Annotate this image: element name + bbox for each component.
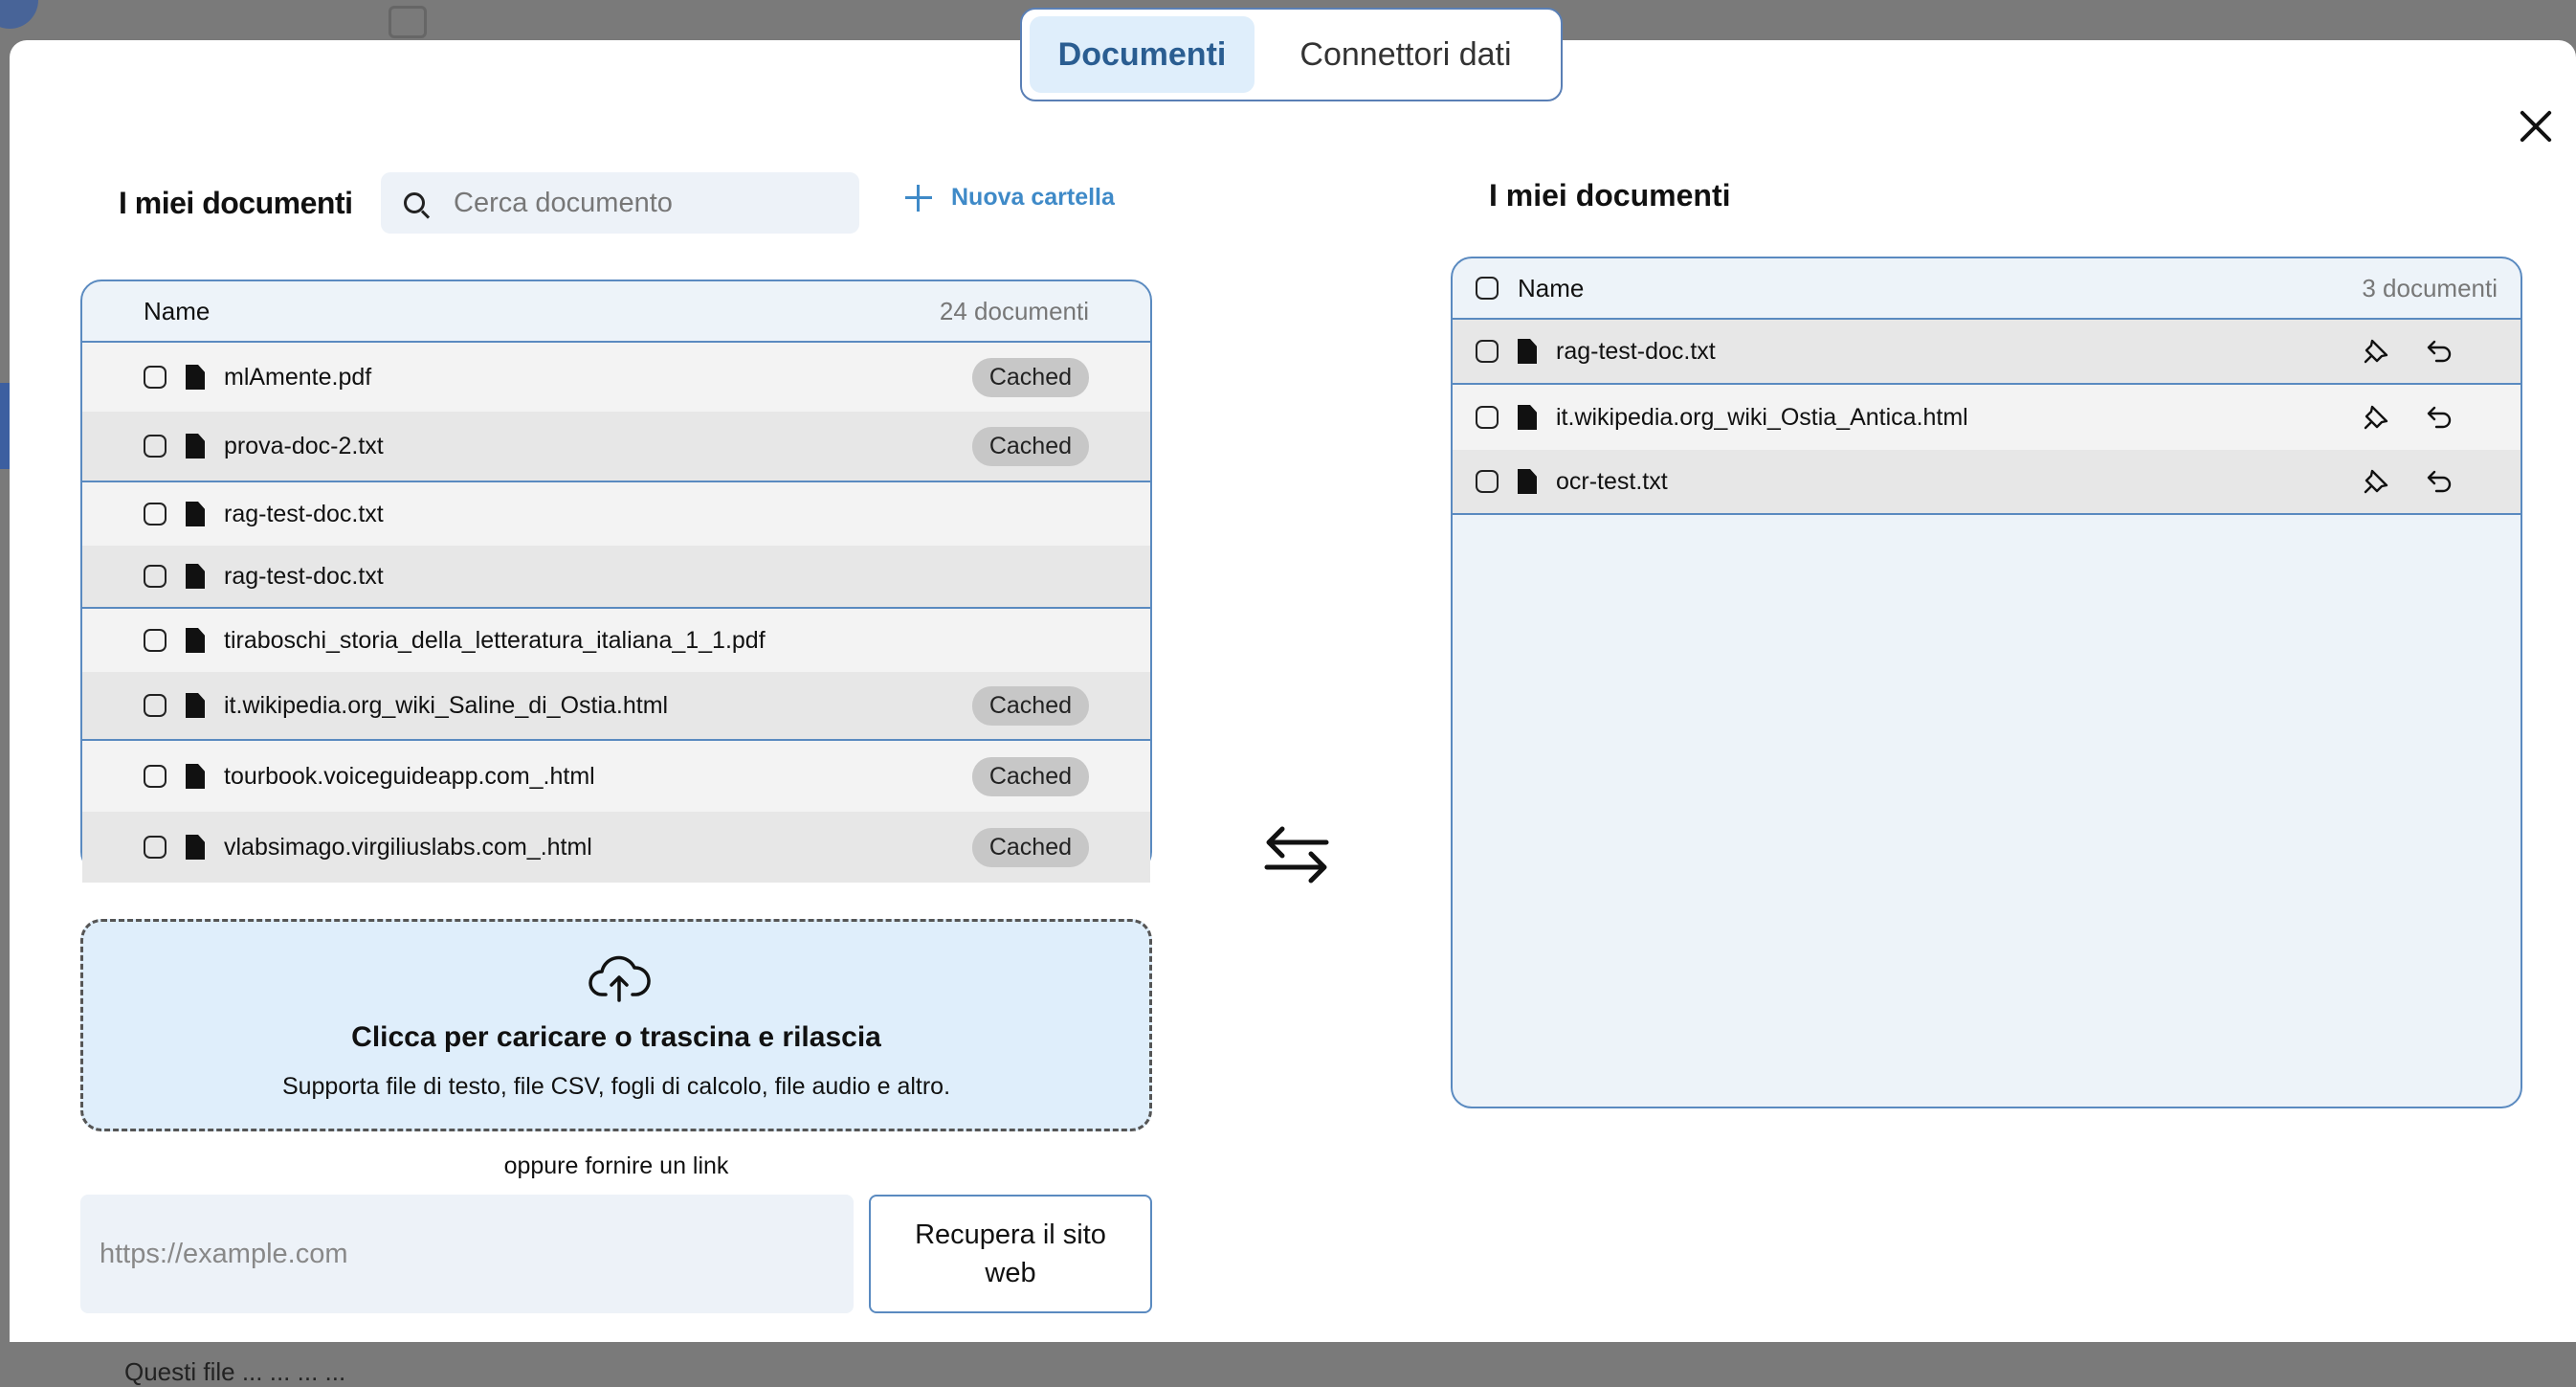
row-checkbox[interactable] (144, 503, 167, 526)
file-icon (186, 693, 205, 718)
table-row[interactable] (82, 812, 1150, 883)
background-app-logo (0, 0, 249, 38)
table-header (1453, 258, 2520, 320)
file-name: rag-test-doc.txt (224, 562, 384, 590)
row-checkbox[interactable] (1476, 406, 1499, 429)
tab-connettori-dati[interactable]: Connettori dati (1299, 35, 1512, 73)
row-checkbox[interactable] (144, 435, 167, 458)
row-checkbox[interactable] (144, 629, 167, 652)
right-panel-title: I miei documenti (1489, 178, 1731, 213)
file-icon (1518, 339, 1537, 364)
file-name: ocr-test.txt (1556, 467, 1668, 495)
table-row[interactable] (82, 609, 1150, 672)
cloud-upload-icon (588, 952, 650, 1002)
pin-icon[interactable] (2362, 467, 2390, 496)
row-checkbox[interactable] (144, 366, 167, 389)
plus-icon (905, 185, 932, 212)
file-icon (186, 835, 205, 860)
file-icon (1518, 469, 1537, 494)
table-row[interactable] (82, 412, 1150, 482)
file-icon (186, 764, 205, 789)
file-name: vlabsimago.virgiliuslabs.com_.html (224, 833, 592, 861)
document-count: 24 documenti (939, 296, 1089, 325)
file-icon (186, 365, 205, 390)
cached-badge: Cached (972, 427, 1089, 466)
column-name-header: Name (144, 296, 211, 325)
file-icon (186, 434, 205, 459)
table-header (82, 281, 1150, 343)
pin-icon[interactable] (2362, 403, 2390, 432)
table-row[interactable] (1453, 320, 2520, 385)
left-panel-title: I miei documenti (119, 186, 353, 220)
upload-title: Clicca per caricare o trascina e rilascia (351, 1021, 881, 1053)
fetch-website-button[interactable]: Recupera il sito web (869, 1195, 1152, 1313)
undo-icon[interactable] (2425, 403, 2454, 432)
new-folder-label: Nuova cartella (951, 184, 1115, 211)
row-checkbox[interactable] (144, 765, 167, 788)
cached-badge: Cached (972, 757, 1089, 796)
select-all-checkbox[interactable] (1476, 277, 1499, 300)
cached-badge: Cached (972, 686, 1089, 726)
upload-dropzone[interactable] (80, 919, 1152, 1131)
search-icon (404, 192, 425, 213)
file-name: tiraboschi_storia_della_letteratura_italiana_1_1.pdf (224, 626, 766, 654)
file-name: it.wikipedia.org_wiki_Ostia_Antica.html (1556, 403, 1968, 431)
url-input[interactable] (80, 1195, 854, 1313)
row-checkbox[interactable] (144, 565, 167, 588)
background-sidebar-icon (389, 6, 427, 38)
table-row[interactable] (1453, 385, 2520, 450)
tab-bar (1020, 8, 1563, 101)
file-icon (186, 502, 205, 526)
close-icon[interactable] (2517, 107, 2555, 145)
file-name: it.wikipedia.org_wiki_Saline_di_Ostia.html (224, 691, 669, 719)
column-name-header: Name (1518, 273, 1585, 302)
undo-icon[interactable] (2425, 467, 2454, 496)
table-row[interactable] (82, 482, 1150, 546)
documents-modal (10, 40, 2576, 1386)
footer-text: Questi file ... ... ... ... (124, 1357, 346, 1386)
row-checkbox[interactable] (144, 694, 167, 717)
transfer-arrows-icon[interactable] (1263, 823, 1330, 886)
file-name: rag-test-doc.txt (224, 500, 384, 527)
file-name: tourbook.voiceguideapp.com_.html (224, 762, 595, 790)
table-row[interactable] (82, 343, 1150, 412)
file-icon (1518, 405, 1537, 430)
or-link-text: oppure fornire un link (503, 1152, 729, 1179)
upload-subtitle: Supporta file di testo, file CSV, fogli di calcolo, file audio e altro. (281, 1073, 951, 1100)
file-name: rag-test-doc.txt (1556, 337, 1716, 365)
background-nav-highlight (0, 383, 10, 469)
table-row[interactable] (1453, 450, 2520, 515)
cached-badge: Cached (972, 358, 1089, 397)
my-documents-table (80, 280, 1152, 873)
document-count: 3 documenti (2362, 273, 2498, 302)
file-icon (186, 564, 205, 589)
table-row[interactable] (82, 672, 1150, 741)
undo-icon[interactable] (2425, 337, 2454, 366)
file-icon (186, 628, 205, 653)
file-name: prova-doc-2.txt (224, 432, 384, 459)
selected-documents-table (1451, 257, 2522, 1108)
new-folder-button[interactable] (905, 184, 1115, 212)
row-checkbox[interactable] (144, 836, 167, 859)
cached-badge: Cached (972, 828, 1089, 867)
file-name: mlAmente.pdf (224, 363, 372, 391)
search-input[interactable] (454, 188, 817, 219)
table-row[interactable] (82, 546, 1150, 609)
table-row[interactable] (82, 741, 1150, 812)
tab-documenti[interactable]: Documenti (1030, 16, 1255, 93)
row-checkbox[interactable] (1476, 470, 1499, 493)
pin-icon[interactable] (2362, 337, 2390, 366)
row-checkbox[interactable] (1476, 340, 1499, 363)
search-box[interactable] (381, 172, 859, 234)
